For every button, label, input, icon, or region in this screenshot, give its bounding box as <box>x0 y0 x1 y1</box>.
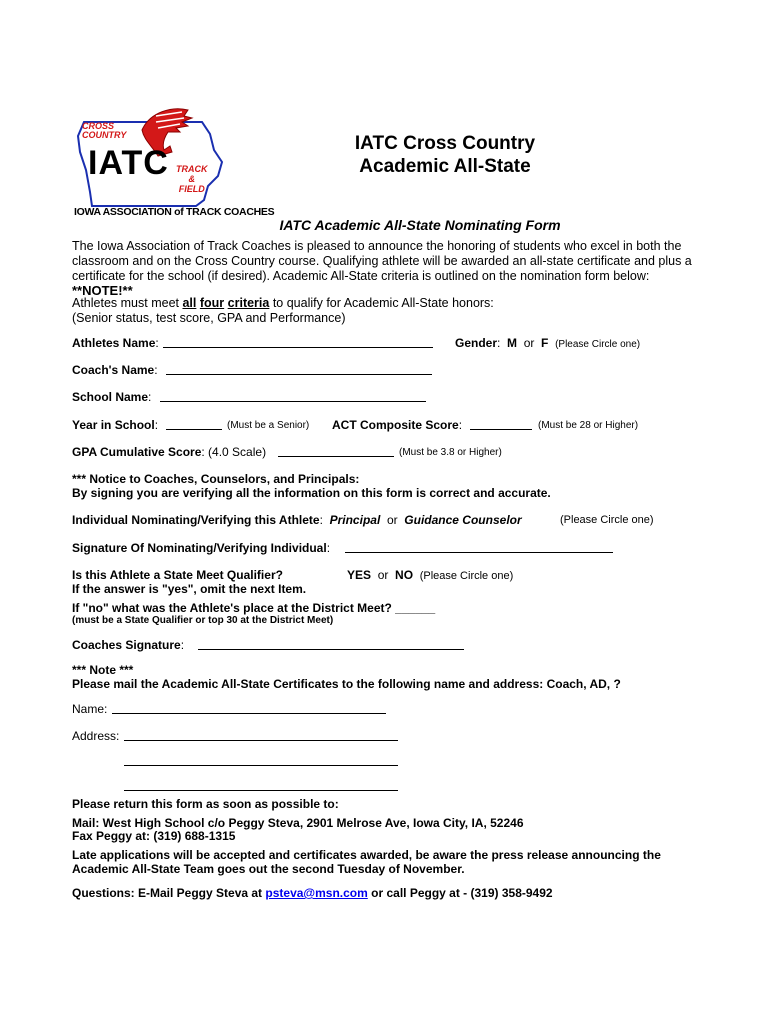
logo-org-name: IOWA ASSOCIATION of TRACK COACHES <box>74 206 275 218</box>
coach-name-label: Coach's Name <box>72 363 155 377</box>
qualifier-or: or <box>377 568 389 582</box>
gender-f-option[interactable]: F <box>541 336 549 350</box>
qualifier-question: Is this Athlete a State Meet Qualifier? <box>72 568 283 582</box>
verifier-principal-option[interactable]: Principal <box>329 513 381 527</box>
school-name-label: School Name <box>72 390 149 404</box>
district-note: (must be a State Qualifier or top 30 at the District Meet) <box>72 615 334 626</box>
mail-address-field-1[interactable] <box>124 740 398 741</box>
verifier-counselor-option[interactable]: Guidance Counselor <box>404 513 522 527</box>
note-line1-pre: Athletes must meet <box>72 296 183 310</box>
mail-note-text: Please mail the Academic All-State Certificates to the following name and address: Coach, AD, ? <box>72 677 621 691</box>
note-four: four <box>199 296 225 310</box>
gpa-field[interactable] <box>278 456 394 457</box>
logo-track-field: TRACK & FIELD <box>176 164 208 194</box>
logo-iatc: IATC <box>88 144 169 182</box>
coach-name-row: Coach's Name: <box>72 363 158 377</box>
coaches-signature-label: Coaches Signature <box>72 638 181 652</box>
school-name-field[interactable] <box>160 401 426 402</box>
gpa-scale: : (4.0 Scale) <box>201 445 267 459</box>
return-fax: Fax Peggy at: (319) 688-1315 <box>72 829 236 843</box>
gender-hint: (Please Circle one) <box>555 339 641 350</box>
signature-label: Signature Of Nominating/Verifying Individual <box>72 541 327 555</box>
signature-field[interactable] <box>345 552 613 553</box>
act-field[interactable] <box>470 429 532 430</box>
act-label: ACT Composite Score <box>332 418 459 432</box>
note-heading: **NOTE!** <box>72 283 133 298</box>
act-row: ACT Composite Score: <box>332 418 463 432</box>
gpa-label: GPA Cumulative Score <box>72 445 202 459</box>
act-hint: (Must be 28 or Higher) <box>538 420 639 431</box>
return-heading: Please return this form as soon as possible to: <box>72 797 339 811</box>
return-mail: Mail: West High School c/o Peggy Steva, 2901 Melrose Ave, Iowa City, IA, 52246 <box>72 816 524 830</box>
verifier-or: or <box>386 513 398 527</box>
athletes-name-label: Athletes Name <box>72 336 156 350</box>
gender-or: or <box>523 336 535 350</box>
intro-paragraph: The Iowa Association of Track Coaches is pleased to announce the honoring of students who excel in both the classroom and on the Cross Country course. Qualifying athlete will be awarded an all-state certificate and plus a certificate for the school (if desired). Academic All-State criteria is outlined on the nomination form below: <box>72 239 692 283</box>
mail-name-label: Name: <box>72 702 108 716</box>
questions-post: or call Peggy at - (319) 358-9492 <box>367 886 553 900</box>
logo-cross-country: CROSS COUNTRY <box>82 121 127 140</box>
gender-label: Gender <box>455 336 498 350</box>
year-hint: (Must be a Senior) <box>227 420 310 431</box>
note-line1 <box>72 296 494 310</box>
notice-line2: By signing you are verifying all the information on this form is correct and accurate. <box>72 486 551 500</box>
gender-row: Gender: M or F (Please Circle one) <box>455 336 641 350</box>
athletes-name-row: Athletes Name: <box>72 336 159 350</box>
return-questions <box>72 886 553 900</box>
mail-note-heading: *** Note *** <box>72 663 134 677</box>
gpa-hint: (Must be 3.8 or Higher) <box>399 447 502 458</box>
school-name-row: School Name: <box>72 390 152 404</box>
page-title-line1: IATC Cross Country <box>354 133 536 154</box>
verifier-hint: (Please Circle one) <box>560 514 654 526</box>
note-line2: (Senior status, test score, GPA and Performance) <box>72 311 346 325</box>
qualifier-options <box>347 568 513 582</box>
qualifier-no-option[interactable]: NO <box>395 568 414 582</box>
return-late: Late applications will be accepted and certificates awarded, be aware the press release announcing the Academic All-State Team goes out the second Tuesday of November. <box>72 848 661 876</box>
year-row: Year in School: <box>72 418 159 432</box>
questions-pre: Questions: E-Mail Peggy Steva at <box>72 886 266 900</box>
note-line1-post: to qualify for Academic All-State honors: <box>269 296 494 310</box>
gpa-row <box>72 445 266 459</box>
mail-address-field-3[interactable] <box>124 790 398 791</box>
coaches-signature-row: Coaches Signature: <box>72 638 185 652</box>
qualifier-yes-option[interactable]: YES <box>347 568 372 582</box>
note-criteria: criteria <box>227 296 270 310</box>
gender-m-option[interactable]: M <box>507 336 518 350</box>
athletes-name-field[interactable] <box>163 347 433 348</box>
email-link[interactable]: psteva@msn.com <box>265 886 368 900</box>
verifier-label: Individual Nominating/Verifying this Athlete <box>72 513 320 527</box>
year-field[interactable] <box>166 429 222 430</box>
iatc-logo <box>72 100 275 225</box>
year-label: Year in School <box>72 418 155 432</box>
notice-line1: *** Notice to Coaches, Counselors, and Principals: <box>72 472 360 486</box>
mail-address-field-2[interactable] <box>124 765 398 766</box>
page-title-line2: Academic All-State <box>359 156 531 177</box>
coach-name-field[interactable] <box>166 374 432 375</box>
coaches-signature-field[interactable] <box>198 649 464 650</box>
mail-address-label: Address: <box>72 729 120 743</box>
qualifier-omit: If the answer is "yes", omit the next Item. <box>72 582 307 596</box>
mail-name-field[interactable] <box>112 713 386 714</box>
note-all: all <box>182 296 197 310</box>
qualifier-hint: (Please Circle one) <box>419 570 514 582</box>
district-place-question[interactable]: If "no" what was the Athlete's place at the District Meet? ______ <box>72 601 436 615</box>
verifier-row: Individual Nominating/Verifying this Athlete: Principal or Guidance Counselor <box>72 513 522 527</box>
signature-row: Signature Of Nominating/Verifying Individual: <box>72 541 331 555</box>
form-title: IATC Academic All-State Nominating Form <box>279 217 561 233</box>
